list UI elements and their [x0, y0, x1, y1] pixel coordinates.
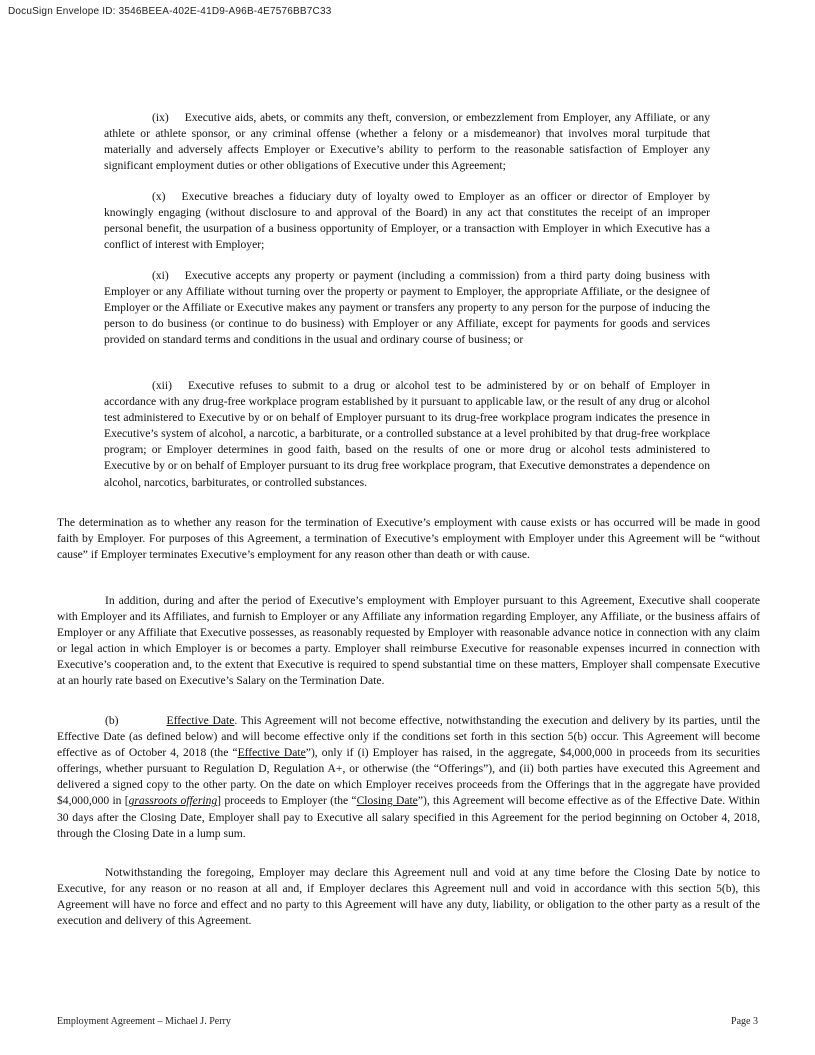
section-b-number: (b)	[105, 714, 119, 727]
clause-number: (xi)	[152, 269, 169, 282]
clause-text: Executive accepts any property or payment (including a commission) from a third party doing business with Employer or any Affiliate without turning over the property or payment to Employer, the appropriate Affiliate, or the designee of Employer or the Affiliate or Executive makes any payment or transfers any property to any person for the purpose of inducing the person to do business (or continue to do business) with Employer or any Affiliate, except for payments for goods and services provided on standard terms and conditions in the usual and ordinary course of business; or	[104, 269, 710, 347]
defined-term-closing-date: Closing Date	[356, 794, 418, 808]
cooperation-text: In addition, during and after the period of Executive’s employment with Employer pursuant to this Agreement, Executive shall cooperate with Employer and its Affiliates, and furnish to Employer or any Affiliate any information regarding Employer, any Affiliate, or the business affairs of Employer or any Affiliate that Executive possesses, as reasonably requested by Employer with reasonable advance notice in connection with any claim or legal action in which Employer is or becomes a party. Employer shall reimburse Executive for reasonable expenses incurred in connection with Executive’s cooperation and, to the extent that Executive is required to spend substantial time on these matters, Employer shall compensate Executive at an hourly rate based on Executive’s Salary on the Termination Date.	[57, 594, 760, 688]
section-b-paragraph	[57, 713, 760, 842]
section-b-text: ”), only if (i) Employer has raised, in the aggregate, $4,000,000 in proceeds from its securities offerings, whether pursuant to Regulation D, Regulation A+, or otherwise (the “Offerings”), and (ii) both parties have executed this Agreement and delivered a signed copy to the other party. On the date on which Employer receives proceeds from the Offerings that in the aggregate have provided $4,000,000 in [	[57, 746, 760, 808]
section-b-heading: Effective Date	[166, 714, 235, 727]
docusign-envelope-id: DocuSign Envelope ID: 3546BEEA-402E-41D9-A96B-4E7576BB7C33	[8, 6, 332, 17]
defined-term-effective-date: Effective Date	[237, 746, 306, 760]
clause-text: Executive aids, abets, or commits any theft, conversion, or embezzlement from Employer, any Affiliate, or any athlete or athlete sponsor, or any criminal offense (whether a felony or a misdemeanor) that involves moral turpitude that materially and adversely affects Employer or Executive’s ability to perform to the reasonable satisfaction of Employer any significant employment duties or other obligations of Executive under this Agreement;	[104, 111, 710, 173]
notwithstanding-text: Notwithstanding the foregoing, Employer may declare this Agreement null and void at any time before the Closing Date by notice to Executive, for any reason or no reason at all and, if Employer declares this Agreement null and void in accordance with this section 5(b), this Agreement will have no force and effect and no party to this Agreement will have any duty, liability, or obligation to the other party as a result of the execution and delivery of this Agreement.	[57, 866, 760, 928]
section-b-text: . This Agreement will not become effective, notwithstanding the execution and delivery by its parties, until the Effective Date (as defined below) and will become effective only if the conditions set forth in this section 5(b) occur. This Agreement will become effective as of October 4, 2018 (the “	[57, 714, 760, 760]
clause-x	[104, 189, 710, 253]
clause-number: (ix)	[152, 111, 169, 124]
cooperation-paragraph	[57, 593, 760, 690]
clause-text: Executive refuses to submit to a drug or alcohol test to be administered by or on behalf of Employer in accordance with any drug-free workplace program established by it pursuant to applicable law, or the result of any drug or alcohol test administered to Executive by or on behalf of Employer pursuant to its drug-free workplace program indicates the presence in Executive’s system of alcohol, a narcotic, a barbiturate, or a controlled substance at a level prohibited by that drug-free workplace program; or Employer determines in good faith, based on the results of one or more drug or alcohol tests administered to Executive by or on behalf of Employer pursuant to its drug free workplace program, that Executive demonstrates a dependence on alcohol, narcotics, barbiturates, or controlled substances.	[104, 379, 710, 489]
determination-paragraph: The determination as to whether any reason for the termination of Executive’s employment with cause exists or has occurred will be made in good faith by Employer. For purposes of this Agreement, a termination of Executive’s employment with Employer under this Agreement will be “without cause” if Employer terminates Executive’s employment for any reason other than death or with cause.	[57, 516, 760, 562]
clause-number: (xii)	[152, 379, 172, 392]
section-b-text: ] proceeds to Employer (the “	[217, 794, 357, 808]
clause-xii	[104, 378, 710, 491]
clause-number: (x)	[152, 190, 166, 203]
italic-term: grassroots offering	[128, 794, 218, 808]
clause-text: Executive breaches a fiduciary duty of loyalty owed to Employer as an officer or director of Employer by knowingly engaging (without disclosure to and approval of the Board) in any act that constitutes the receipt of an improper personal benefit, the usurpation of a business opportunity of Employer, or a transaction with Employer in which Executive has a conflict of interest with Employer;	[104, 190, 710, 252]
footer-document-title: Employment Agreement – Michael J. Perry	[57, 1016, 231, 1027]
notwithstanding-paragraph	[57, 865, 760, 929]
clause-xi	[104, 268, 710, 348]
clause-ix	[104, 110, 710, 174]
footer-page-number: Page 3	[731, 1016, 758, 1027]
section-b-text: ”), this Agreement will become effective as of the Effective Date. Within 30 days after the Closing Date, Employer shall pay to Executive all salary specified in this Agreement for the period beginning on October 4, 2018, through the Closing Date in a lump sum.	[57, 794, 760, 840]
